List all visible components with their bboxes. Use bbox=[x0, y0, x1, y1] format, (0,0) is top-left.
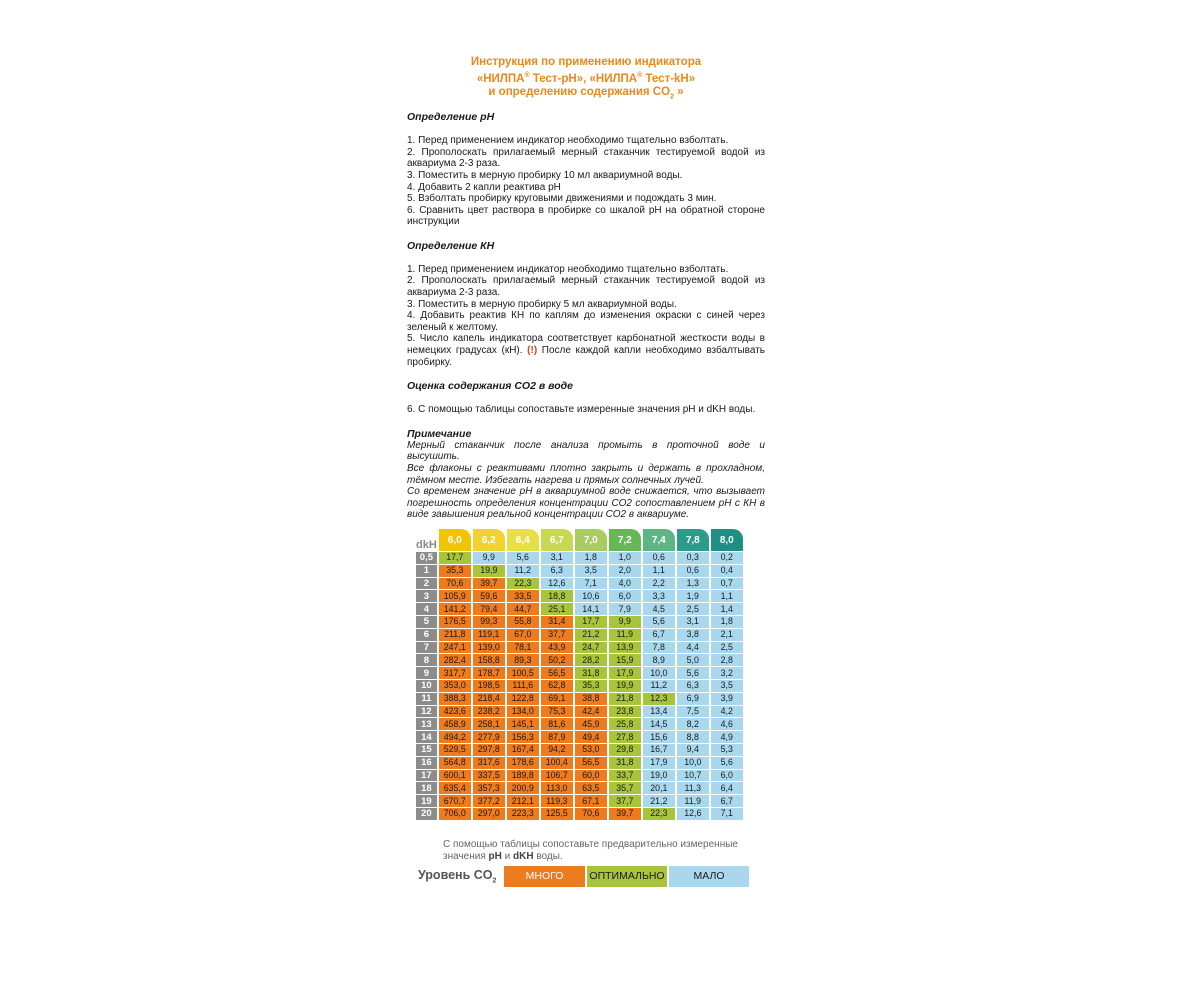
table-row bbox=[416, 629, 743, 641]
table-row bbox=[416, 603, 743, 615]
co2-value-cell: 19,9 bbox=[473, 565, 505, 577]
co2-value-cell: 38,8 bbox=[575, 693, 607, 705]
co2-value-cell: 39,7 bbox=[473, 578, 505, 590]
dkh-row-label: 9 bbox=[416, 667, 437, 679]
co2-value-cell: 5,6 bbox=[507, 552, 539, 564]
co2-value-cell: 13,9 bbox=[609, 642, 641, 654]
dkh-row-label: 7 bbox=[416, 642, 437, 654]
co2-value-cell: 3,5 bbox=[575, 565, 607, 577]
title-line-2-part-a: «НИЛПА bbox=[476, 72, 525, 85]
co2-value-cell: 79,4 bbox=[473, 603, 505, 615]
co2-value-cell: 5,6 bbox=[677, 667, 709, 679]
co2-value-cell: 8,2 bbox=[677, 718, 709, 730]
title-line-2-part-b: Тест-pH», «НИЛПА bbox=[529, 72, 638, 85]
co2-value-cell: 19,0 bbox=[643, 770, 675, 782]
co2-value-cell: 156,3 bbox=[507, 731, 539, 743]
co2-value-cell: 223,3 bbox=[507, 808, 539, 820]
co2-value-cell: 43,9 bbox=[541, 642, 573, 654]
co2-value-cell: 67,0 bbox=[507, 629, 539, 641]
co2-value-cell: 7,8 bbox=[643, 642, 675, 654]
table-row bbox=[416, 693, 743, 705]
co2-value-cell: 9,4 bbox=[677, 744, 709, 756]
co2-value-cell: 42,4 bbox=[575, 706, 607, 718]
ph-step: 2. Прополоскать прилагаемый мерный стаканчик тестируемой водой из аквариума 2-3 раза. bbox=[407, 146, 765, 170]
ph-step: 3. Поместить в мерную пробирку 10 мл аквариумной воды. bbox=[407, 169, 683, 181]
co2-value-cell: 212,1 bbox=[507, 795, 539, 807]
ph-column-header: 6,2 bbox=[473, 529, 505, 551]
table-row bbox=[416, 744, 743, 756]
co2-value-cell: 8,8 bbox=[677, 731, 709, 743]
co2-value-cell: 353,0 bbox=[439, 680, 471, 692]
table-note-and: и bbox=[501, 850, 514, 862]
co2-value-cell: 78,1 bbox=[507, 642, 539, 654]
dkh-row-label: 2 bbox=[416, 578, 437, 590]
registered-mark: ® bbox=[524, 72, 530, 79]
co2-value-cell: 11,3 bbox=[677, 782, 709, 794]
co2-value-cell: 3,5 bbox=[711, 680, 743, 692]
table-row bbox=[416, 706, 743, 718]
title-line-2-part-c: Тест-kH» bbox=[642, 72, 696, 85]
co2-value-cell: 22,3 bbox=[643, 808, 675, 820]
co2-value-cell: 6,3 bbox=[677, 680, 709, 692]
co2-value-cell: 141,2 bbox=[439, 603, 471, 615]
table-row bbox=[416, 757, 743, 769]
co2-value-cell: 49,4 bbox=[575, 731, 607, 743]
co2-value-cell: 111,6 bbox=[507, 680, 539, 692]
co2-value-cell: 4,5 bbox=[643, 603, 675, 615]
co2-value-cell: 423,6 bbox=[439, 706, 471, 718]
instruction-document bbox=[407, 56, 765, 521]
co2-value-cell: 258,1 bbox=[473, 718, 505, 730]
co2-value-cell: 282,4 bbox=[439, 654, 471, 666]
co2-value-cell: 75,3 bbox=[541, 706, 573, 718]
title-line-1: Инструкция по применению индикатора bbox=[470, 56, 702, 68]
co2-value-cell: 21,2 bbox=[643, 795, 675, 807]
note-heading: Примечание bbox=[407, 427, 472, 440]
co2-value-cell: 139,0 bbox=[473, 642, 505, 654]
co2-value-cell: 297,0 bbox=[473, 808, 505, 820]
co2-value-cell: 0,2 bbox=[711, 552, 743, 564]
co2-value-cell: 5,6 bbox=[711, 757, 743, 769]
co2-value-cell: 63,5 bbox=[575, 782, 607, 794]
co2-value-cell: 25,8 bbox=[609, 718, 641, 730]
co2-value-cell: 6,7 bbox=[711, 795, 743, 807]
co2-value-cell: 81,6 bbox=[541, 718, 573, 730]
co2-value-cell: 100,5 bbox=[507, 667, 539, 679]
co2-value-cell: 494,2 bbox=[439, 731, 471, 743]
co2-value-cell: 9,9 bbox=[473, 552, 505, 564]
table-note-dkh: dKH bbox=[513, 850, 534, 862]
legend-optimal: ОПТИМАЛЬНО bbox=[587, 866, 667, 887]
co2-value-cell: 6,0 bbox=[609, 590, 641, 602]
ph-column-header: 7,0 bbox=[575, 529, 607, 551]
ph-step: 1. Перед применением индикатор необходимо тщательно взболтать. bbox=[407, 135, 729, 147]
co2-value-cell: 70,6 bbox=[575, 808, 607, 820]
co2-value-cell: 29,8 bbox=[609, 744, 641, 756]
ph-column-header: 7,2 bbox=[609, 529, 641, 551]
dkh-row-label: 19 bbox=[416, 795, 437, 807]
co2-value-cell: 33,5 bbox=[507, 590, 539, 602]
table-row bbox=[416, 654, 743, 666]
table-note-text: С помощью таблицы сопоставьте предварительно измеренные значения bbox=[443, 839, 738, 862]
co2-value-cell: 87,9 bbox=[541, 731, 573, 743]
co2-value-cell: 2,2 bbox=[643, 578, 675, 590]
co2-value-cell: 12,6 bbox=[541, 578, 573, 590]
ph-column-header: 8,0 bbox=[711, 529, 743, 551]
co2-value-cell: 200,9 bbox=[507, 782, 539, 794]
table-row bbox=[416, 552, 743, 564]
co2-value-cell: 119,1 bbox=[473, 629, 505, 641]
co2-value-cell: 529,5 bbox=[439, 744, 471, 756]
dkh-row-label: 4 bbox=[416, 603, 437, 615]
table-row bbox=[416, 680, 743, 692]
co2-value-cell: 119,3 bbox=[541, 795, 573, 807]
co2-value-cell: 20,1 bbox=[643, 782, 675, 794]
table-note-ph: pH bbox=[488, 850, 502, 862]
legend-high: МНОГО bbox=[504, 866, 585, 887]
note-line: Все флаконы с реактивами плотно закрыть и держать в прохладном, тёмном месте. Избегать нагрева и прямых солнечных лучей. bbox=[407, 463, 765, 486]
co2-value-cell: 106,7 bbox=[541, 770, 573, 782]
legend-low: МАЛО bbox=[669, 866, 749, 887]
co2-value-cell: 113,0 bbox=[541, 782, 573, 794]
co2-value-cell: 0,7 bbox=[711, 578, 743, 590]
co2-value-cell: 94,2 bbox=[541, 744, 573, 756]
co2-level-legend bbox=[418, 866, 749, 887]
co2-value-cell: 25,1 bbox=[541, 603, 573, 615]
co2-value-cell: 670,7 bbox=[439, 795, 471, 807]
co2-value-cell: 218,4 bbox=[473, 693, 505, 705]
co2-value-cell: 1,4 bbox=[711, 603, 743, 615]
co2-value-cell: 62,8 bbox=[541, 680, 573, 692]
co2-value-cell: 17,9 bbox=[643, 757, 675, 769]
table-row bbox=[416, 565, 743, 577]
co2-value-cell: 4,2 bbox=[711, 706, 743, 718]
co2-value-cell: 100,4 bbox=[541, 757, 573, 769]
dkh-row-label: 14 bbox=[416, 731, 437, 743]
ph-header-row bbox=[416, 529, 743, 551]
note-line: Мерный стаканчик после анализа промыть в проточной воде и высушить. bbox=[407, 439, 765, 463]
co2-value-cell: 125,5 bbox=[541, 808, 573, 820]
co2-value-cell: 11,2 bbox=[507, 565, 539, 577]
dkh-row-label: 18 bbox=[416, 782, 437, 794]
dkh-row-label: 5 bbox=[416, 616, 437, 628]
co2-value-cell: 7,5 bbox=[677, 706, 709, 718]
registered-mark: ® bbox=[637, 72, 643, 79]
co2-value-cell: 2,5 bbox=[711, 642, 743, 654]
co2-value-cell: 10,6 bbox=[575, 590, 607, 602]
legend-label bbox=[418, 868, 502, 885]
legend-label-subscript: 2 bbox=[492, 877, 497, 885]
co2-value-cell: 337,5 bbox=[473, 770, 505, 782]
co2-value-cell: 3,8 bbox=[677, 629, 709, 641]
co2-value-cell: 2,0 bbox=[609, 565, 641, 577]
ph-step: 4. Добавить 2 капли реактива pH bbox=[407, 181, 561, 193]
co2-value-cell: 211,8 bbox=[439, 629, 471, 641]
co2-value-cell: 21,2 bbox=[575, 629, 607, 641]
co2-value-cell: 89,3 bbox=[507, 654, 539, 666]
co2-value-cell: 158,8 bbox=[473, 654, 505, 666]
co2-section-heading: Оценка содержания СО2 в воде bbox=[407, 380, 573, 393]
table-row bbox=[416, 718, 743, 730]
warning-mark: (!) bbox=[527, 345, 538, 357]
co2-value-cell: 1,9 bbox=[677, 590, 709, 602]
co2-value-cell: 39,7 bbox=[609, 808, 641, 820]
co2-value-cell: 600,1 bbox=[439, 770, 471, 782]
dkh-row-label: 13 bbox=[416, 718, 437, 730]
co2-value-cell: 198,5 bbox=[473, 680, 505, 692]
co2-value-cell: 19,9 bbox=[609, 680, 641, 692]
co2-value-cell: 24,7 bbox=[575, 642, 607, 654]
co2-value-cell: 17,7 bbox=[575, 616, 607, 628]
co2-value-cell: 53,0 bbox=[575, 744, 607, 756]
co2-value-cell: 11,9 bbox=[677, 795, 709, 807]
co2-table-body bbox=[416, 552, 743, 820]
kh-step-5-text-end: После каждой капли необходимо взбалтывать пробирку. bbox=[407, 345, 765, 368]
co2-table bbox=[414, 528, 745, 821]
co2-value-cell: 4,4 bbox=[677, 642, 709, 654]
co2-value-cell: 4,0 bbox=[609, 578, 641, 590]
co2-value-cell: 22,3 bbox=[507, 578, 539, 590]
co2-value-cell: 13,4 bbox=[643, 706, 675, 718]
co2-value-cell: 17,7 bbox=[439, 552, 471, 564]
kh-step: 3. Поместить в мерную пробирку 5 мл аквариумной воды. bbox=[407, 298, 677, 310]
co2-value-cell: 189,8 bbox=[507, 770, 539, 782]
co2-value-cell: 35,3 bbox=[439, 565, 471, 577]
legend-label-text: Уровень CO bbox=[418, 868, 493, 883]
co2-value-cell: 99,3 bbox=[473, 616, 505, 628]
co2-value-cell: 37,7 bbox=[541, 629, 573, 641]
co2-value-cell: 31,8 bbox=[609, 757, 641, 769]
co2-value-cell: 16,7 bbox=[643, 744, 675, 756]
ph-steps bbox=[407, 135, 765, 228]
co2-value-cell: 2,8 bbox=[711, 654, 743, 666]
table-note-end: воды. bbox=[533, 850, 563, 862]
co2-value-cell: 388,3 bbox=[439, 693, 471, 705]
co2-value-cell: 0,4 bbox=[711, 565, 743, 577]
co2-subscript: 2 bbox=[670, 93, 674, 101]
co2-value-cell: 6,7 bbox=[643, 629, 675, 641]
co2-value-cell: 1,8 bbox=[575, 552, 607, 564]
co2-value-cell: 31,4 bbox=[541, 616, 573, 628]
co2-value-cell: 0,6 bbox=[643, 552, 675, 564]
title-line-3-part-b: » bbox=[673, 85, 684, 98]
table-row bbox=[416, 782, 743, 794]
co2-value-cell: 56,5 bbox=[575, 757, 607, 769]
co2-value-cell: 6,4 bbox=[711, 782, 743, 794]
co2-value-cell: 1,0 bbox=[609, 552, 641, 564]
ph-column-header: 6,0 bbox=[439, 529, 471, 551]
dkh-row-label: 8 bbox=[416, 654, 437, 666]
co2-value-cell: 11,9 bbox=[609, 629, 641, 641]
co2-value-cell: 70,6 bbox=[439, 578, 471, 590]
co2-value-cell: 67,1 bbox=[575, 795, 607, 807]
co2-value-cell: 12,6 bbox=[677, 808, 709, 820]
dkh-row-label: 11 bbox=[416, 693, 437, 705]
co2-value-cell: 0,3 bbox=[677, 552, 709, 564]
co2-value-cell: 31,8 bbox=[575, 667, 607, 679]
co2-value-cell: 6,3 bbox=[541, 565, 573, 577]
co2-value-cell: 134,0 bbox=[507, 706, 539, 718]
co2-value-cell: 69,1 bbox=[541, 693, 573, 705]
table-row bbox=[416, 770, 743, 782]
co2-table-container bbox=[414, 528, 745, 821]
co2-value-cell: 167,4 bbox=[507, 744, 539, 756]
co2-value-cell: 178,6 bbox=[507, 757, 539, 769]
co2-value-cell: 7,1 bbox=[575, 578, 607, 590]
ph-column-header: 7,8 bbox=[677, 529, 709, 551]
co2-step: 6. С помощью таблицы сопоставьте измеренные значения pH и dKH воды. bbox=[407, 404, 756, 416]
co2-value-cell: 33,7 bbox=[609, 770, 641, 782]
co2-value-cell: 10,0 bbox=[677, 757, 709, 769]
title-line-3-part-a: и определению содержания CO bbox=[488, 85, 671, 98]
co2-value-cell: 7,1 bbox=[711, 808, 743, 820]
co2-value-cell: 238,2 bbox=[473, 706, 505, 718]
kh-step-5-text: 5. Число капель индикатора соответствует карбонатной жесткости воды в немецких градусах (кН). bbox=[407, 333, 765, 357]
co2-value-cell: 317,6 bbox=[473, 757, 505, 769]
kh-steps bbox=[407, 264, 765, 368]
dkh-row-label: 17 bbox=[416, 770, 437, 782]
document-title bbox=[407, 56, 765, 103]
co2-value-cell: 277,9 bbox=[473, 731, 505, 743]
co2-value-cell: 11,2 bbox=[643, 680, 675, 692]
table-row bbox=[416, 808, 743, 820]
co2-value-cell: 14,5 bbox=[643, 718, 675, 730]
co2-value-cell: 3,9 bbox=[711, 693, 743, 705]
note-line: Со временем значение pH в аквариумной воде снижается, что вызывает погрешность определения концентрации СО2 сопоставлением pH с КН в виде завышения реальной концентрации СО2 в аквариуме. bbox=[407, 486, 765, 521]
table-row bbox=[416, 590, 743, 602]
kh-step bbox=[407, 333, 765, 368]
co2-value-cell: 1,1 bbox=[643, 565, 675, 577]
title-line-3 bbox=[407, 86, 765, 103]
table-row bbox=[416, 667, 743, 679]
ph-section-heading: Определение pH bbox=[407, 111, 495, 124]
ph-step: 5. Взболтать пробирку круговыми движениями и подождать 3 мин. bbox=[407, 193, 717, 205]
co2-value-cell: 44,7 bbox=[507, 603, 539, 615]
co2-value-cell: 50,2 bbox=[541, 654, 573, 666]
ph-column-header: 6,4 bbox=[507, 529, 539, 551]
co2-value-cell: 105,9 bbox=[439, 590, 471, 602]
co2-value-cell: 357,3 bbox=[473, 782, 505, 794]
ph-step: 6. Сравнить цвет раствора в пробирке со шкалой pH на обратной стороне инструкции bbox=[407, 204, 765, 228]
dkh-row-label: 6 bbox=[416, 629, 437, 641]
co2-value-cell: 10,7 bbox=[677, 770, 709, 782]
co2-value-cell: 37,7 bbox=[609, 795, 641, 807]
co2-value-cell: 17,9 bbox=[609, 667, 641, 679]
co2-value-cell: 9,9 bbox=[609, 616, 641, 628]
co2-value-cell: 1,8 bbox=[711, 616, 743, 628]
co2-value-cell: 635,4 bbox=[439, 782, 471, 794]
co2-value-cell: 5,3 bbox=[711, 744, 743, 756]
co2-value-cell: 176,5 bbox=[439, 616, 471, 628]
dkh-row-label: 0,5 bbox=[416, 552, 437, 564]
co2-value-cell: 297,8 bbox=[473, 744, 505, 756]
table-row bbox=[416, 731, 743, 743]
table-row bbox=[416, 616, 743, 628]
co2-value-cell: 7,9 bbox=[609, 603, 641, 615]
table-row bbox=[416, 642, 743, 654]
co2-value-cell: 317,7 bbox=[439, 667, 471, 679]
co2-value-cell: 4,6 bbox=[711, 718, 743, 730]
kh-step: 1. Перед применением индикатор необходимо тщательно взболтать. bbox=[407, 263, 729, 275]
co2-value-cell: 15,9 bbox=[609, 654, 641, 666]
co2-value-cell: 377,2 bbox=[473, 795, 505, 807]
kh-step: 4. Добавить реактив КН по каплям до изменения окраски с синей через зеленый к желтому. bbox=[407, 310, 765, 333]
dkh-header: dkH bbox=[416, 539, 437, 551]
co2-value-cell: 55,8 bbox=[507, 616, 539, 628]
co2-value-cell: 27,8 bbox=[609, 731, 641, 743]
co2-value-cell: 23,8 bbox=[609, 706, 641, 718]
title-line-2 bbox=[407, 69, 765, 86]
ph-column-header: 7,4 bbox=[643, 529, 675, 551]
co2-value-cell: 122,8 bbox=[507, 693, 539, 705]
dkh-row-label: 3 bbox=[416, 590, 437, 602]
co2-value-cell: 4,9 bbox=[711, 731, 743, 743]
dkh-row-label: 15 bbox=[416, 744, 437, 756]
note-text bbox=[407, 440, 765, 521]
table-note bbox=[443, 839, 743, 862]
dkh-row-label: 16 bbox=[416, 757, 437, 769]
co2-value-cell: 178,7 bbox=[473, 667, 505, 679]
co2-value-cell: 3,1 bbox=[677, 616, 709, 628]
co2-value-cell: 45,9 bbox=[575, 718, 607, 730]
co2-value-cell: 5,6 bbox=[643, 616, 675, 628]
co2-value-cell: 458,9 bbox=[439, 718, 471, 730]
co2-value-cell: 12,3 bbox=[643, 693, 675, 705]
ph-column-header: 6,7 bbox=[541, 529, 573, 551]
co2-value-cell: 35,3 bbox=[575, 680, 607, 692]
co2-value-cell: 3,1 bbox=[541, 552, 573, 564]
co2-value-cell: 14,1 bbox=[575, 603, 607, 615]
co2-value-cell: 21,8 bbox=[609, 693, 641, 705]
co2-value-cell: 56,5 bbox=[541, 667, 573, 679]
co2-value-cell: 35,7 bbox=[609, 782, 641, 794]
co2-value-cell: 1,1 bbox=[711, 590, 743, 602]
co2-value-cell: 8,9 bbox=[643, 654, 675, 666]
co2-value-cell: 6,9 bbox=[677, 693, 709, 705]
co2-value-cell: 564,8 bbox=[439, 757, 471, 769]
co2-value-cell: 1,3 bbox=[677, 578, 709, 590]
dkh-row-label: 1 bbox=[416, 565, 437, 577]
co2-value-cell: 28,2 bbox=[575, 654, 607, 666]
co2-value-cell: 2,5 bbox=[677, 603, 709, 615]
co2-value-cell: 5,0 bbox=[677, 654, 709, 666]
dkh-row-label: 12 bbox=[416, 706, 437, 718]
co2-steps bbox=[407, 404, 765, 416]
kh-step: 2. Прополоскать прилагаемый мерный стаканчик тестируемой водой из аквариума 2-3 раза. bbox=[407, 275, 765, 299]
co2-value-cell: 2,1 bbox=[711, 629, 743, 641]
co2-value-cell: 3,3 bbox=[643, 590, 675, 602]
co2-value-cell: 3,2 bbox=[711, 667, 743, 679]
co2-value-cell: 60,0 bbox=[575, 770, 607, 782]
co2-value-cell: 18,8 bbox=[541, 590, 573, 602]
co2-value-cell: 10,0 bbox=[643, 667, 675, 679]
co2-value-cell: 15,6 bbox=[643, 731, 675, 743]
co2-value-cell: 706,0 bbox=[439, 808, 471, 820]
co2-value-cell: 59,6 bbox=[473, 590, 505, 602]
kh-section-heading: Определение КН bbox=[407, 239, 495, 252]
co2-value-cell: 145,1 bbox=[507, 718, 539, 730]
co2-value-cell: 247,1 bbox=[439, 642, 471, 654]
co2-value-cell: 6,0 bbox=[711, 770, 743, 782]
co2-value-cell: 0,6 bbox=[677, 565, 709, 577]
dkh-row-label: 10 bbox=[416, 680, 437, 692]
dkh-row-label: 20 bbox=[416, 808, 437, 820]
table-row bbox=[416, 795, 743, 807]
table-row bbox=[416, 578, 743, 590]
